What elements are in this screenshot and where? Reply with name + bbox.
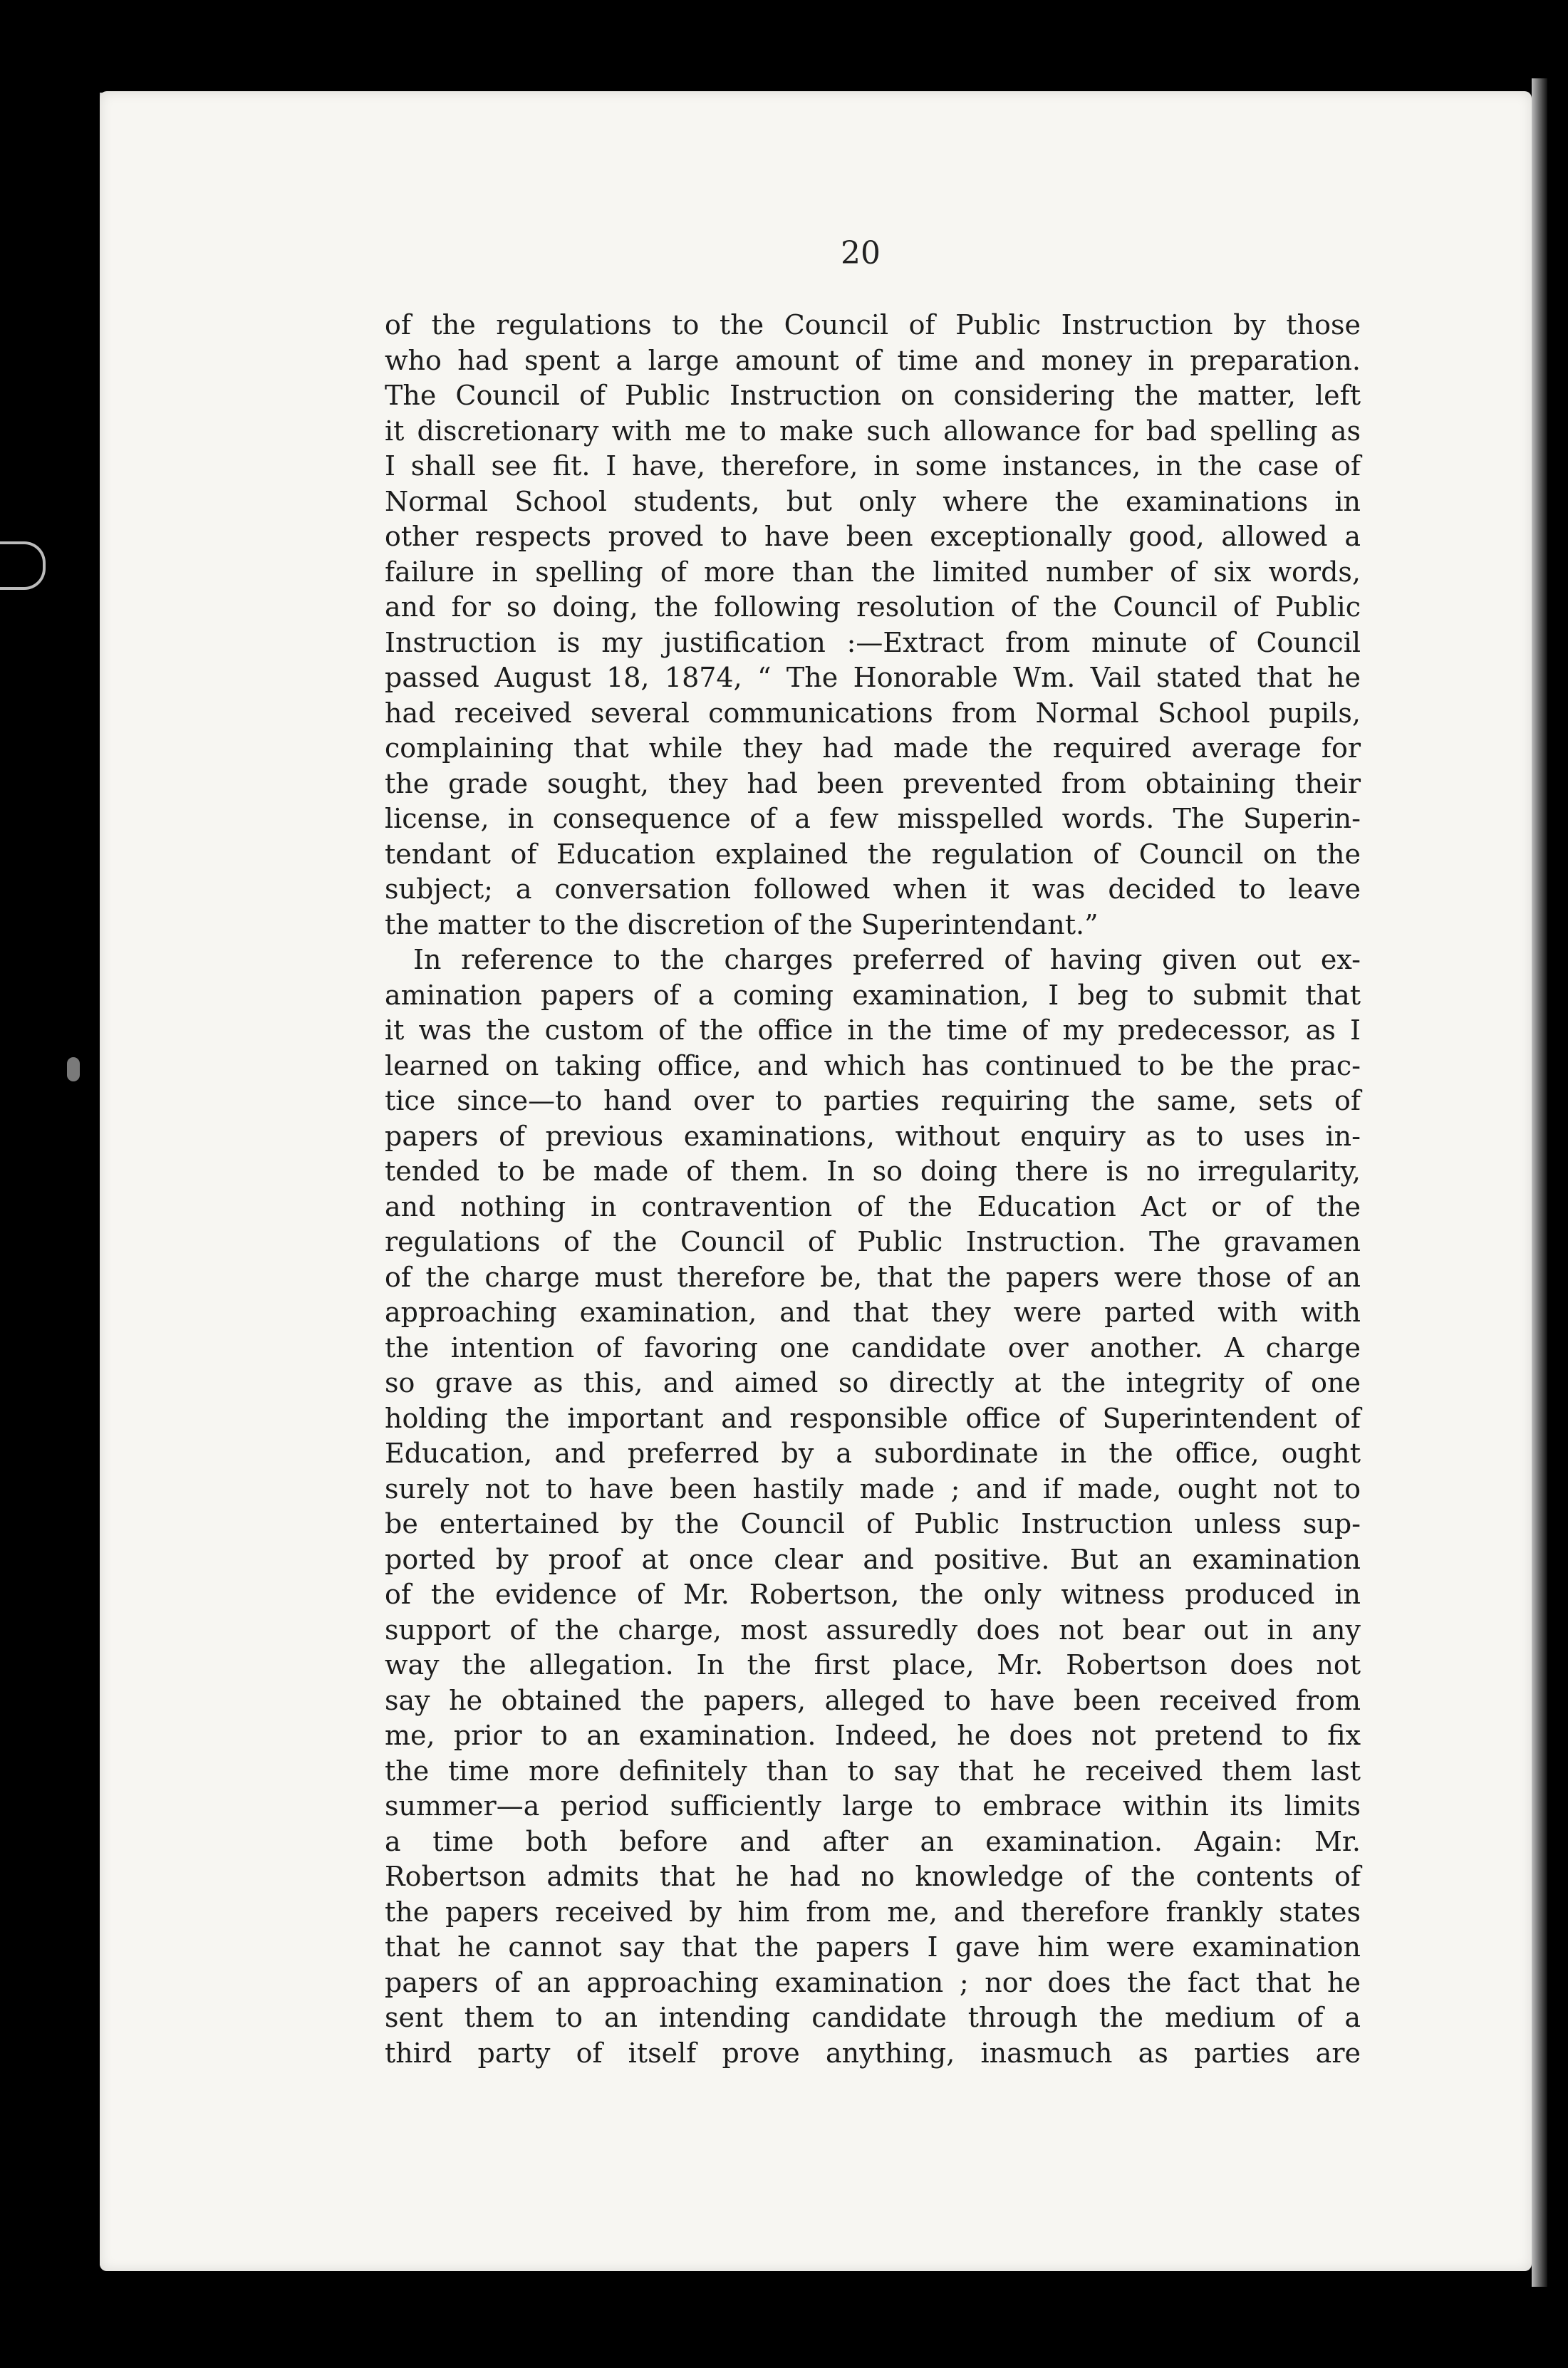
- text-line: of the regulations to the Council of Public Instruction by those: [385, 309, 1361, 341]
- text-line: Robertson admits that he had no knowledge of the contents of: [385, 1861, 1361, 1892]
- text-line: license, in consequence of a few misspelled words. The Superin-: [385, 803, 1361, 834]
- text-line: so grave as this, and aimed so directly at the integrity of one: [385, 1367, 1361, 1398]
- page-number: 20: [841, 235, 881, 271]
- text-line: a time both before and after an examination. Again: Mr.: [385, 1825, 1361, 1857]
- margin-mark: [0, 541, 46, 590]
- text-line: third party of itself prove anything, inasmuch as parties are: [385, 2037, 1361, 2069]
- text-line: The Council of Public Instruction on considering the matter, left: [385, 380, 1361, 411]
- text-line: of the charge must therefore be, that the papers were those of an: [385, 1261, 1361, 1293]
- text-line: way the allegation. In the first place, Mr. Robertson does not: [385, 1649, 1361, 1681]
- text-line: papers of previous examinations, without enquiry as to uses in-: [385, 1120, 1361, 1152]
- text-line: sent them to an intending candidate through the medium of a: [385, 2002, 1361, 2033]
- text-line: Instruction is my justification :—Extract from minute of Council: [385, 626, 1361, 658]
- text-line: passed August 18, 1874, “ The Honorable Wm. Vail stated that he: [385, 662, 1361, 693]
- text-line: the papers received by him from me, and therefore frankly states: [385, 1896, 1361, 1928]
- text-line: regulations of the Council of Public Instruction. The gravamen: [385, 1226, 1361, 1257]
- text-line: ported by proof at once clear and positive. But an examination: [385, 1543, 1361, 1575]
- text-line: learned on taking office, and which has continued to be the prac-: [385, 1049, 1361, 1081]
- text-line: papers of an approaching examination ; nor does the fact that he: [385, 1966, 1361, 1998]
- text-line: subject; a conversation followed when it was decided to leave: [385, 873, 1361, 905]
- text-line: had received several communications from Normal School pupils,: [385, 697, 1361, 729]
- body-text: [385, 308, 1361, 2071]
- text-line: other respects proved to have been exceptionally good, allowed a: [385, 521, 1361, 552]
- text-line: surely not to have been hastily made ; and if made, ought not to: [385, 1473, 1361, 1505]
- text-line: tended to be made of them. In so doing there is no irregularity,: [385, 1156, 1361, 1187]
- text-line: tendant of Education explained the regulation of Council on the: [385, 838, 1361, 870]
- text-line: In reference to the charges preferred of having given out ex-: [413, 944, 1361, 975]
- text-line: it discretionary with me to make such allowance for bad spelling as: [385, 415, 1361, 447]
- text-line: be entertained by the Council of Public Instruction unless sup-: [385, 1508, 1361, 1539]
- page-edge: [1532, 78, 1547, 2287]
- text-line: the grade sought, they had been prevented from obtaining their: [385, 767, 1361, 799]
- text-line: the time more definitely than to say that he received them last: [385, 1755, 1361, 1787]
- text-line: and for so doing, the following resolution of the Council of Public: [385, 591, 1361, 623]
- text-line: of the evidence of Mr. Robertson, the only witness produced in: [385, 1579, 1361, 1610]
- text-line: it was the custom of the office in the time of my predecessor, as I: [385, 1014, 1361, 1046]
- ink-blot: [67, 1057, 80, 1081]
- text-line: me, prior to an examination. Indeed, he does not pretend to fix: [385, 1720, 1361, 1751]
- text-line: amination papers of a coming examination, I beg to submit that: [385, 979, 1361, 1011]
- text-line: who had spent a large amount of time and money in preparation.: [385, 344, 1361, 376]
- text-line: I shall see fit. I have, therefore, in some instances, in the case of: [385, 450, 1361, 482]
- text-line: Normal School students, but only where the examinations in: [385, 485, 1361, 517]
- text-line: say he obtained the papers, alleged to have been received from: [385, 1684, 1361, 1716]
- text-line: that he cannot say that the papers I gave him were examination: [385, 1931, 1361, 1963]
- text-line: support of the charge, most assuredly does not bear out in any: [385, 1614, 1361, 1646]
- text-line: summer—a period sufficiently large to embrace within its limits: [385, 1790, 1361, 1822]
- text-line: the matter to the discretion of the Superintendant.”: [385, 908, 1099, 940]
- text-line: tice since—to hand over to parties requiring the same, sets of: [385, 1085, 1361, 1116]
- text-line: and nothing in contravention of the Education Act or of the: [385, 1190, 1361, 1222]
- text-line: failure in spelling of more than the limited number of six words,: [385, 556, 1361, 588]
- text-line: Education, and preferred by a subordinate in the office, ought: [385, 1438, 1361, 1469]
- text-line: holding the important and responsible office of Superintendent of: [385, 1402, 1361, 1434]
- text-line: complaining that while they had made the required average for: [385, 732, 1361, 764]
- text-line: the intention of favoring one candidate over another. A charge: [385, 1331, 1361, 1364]
- text-line: approaching examination, and that they were parted with with: [385, 1297, 1361, 1328]
